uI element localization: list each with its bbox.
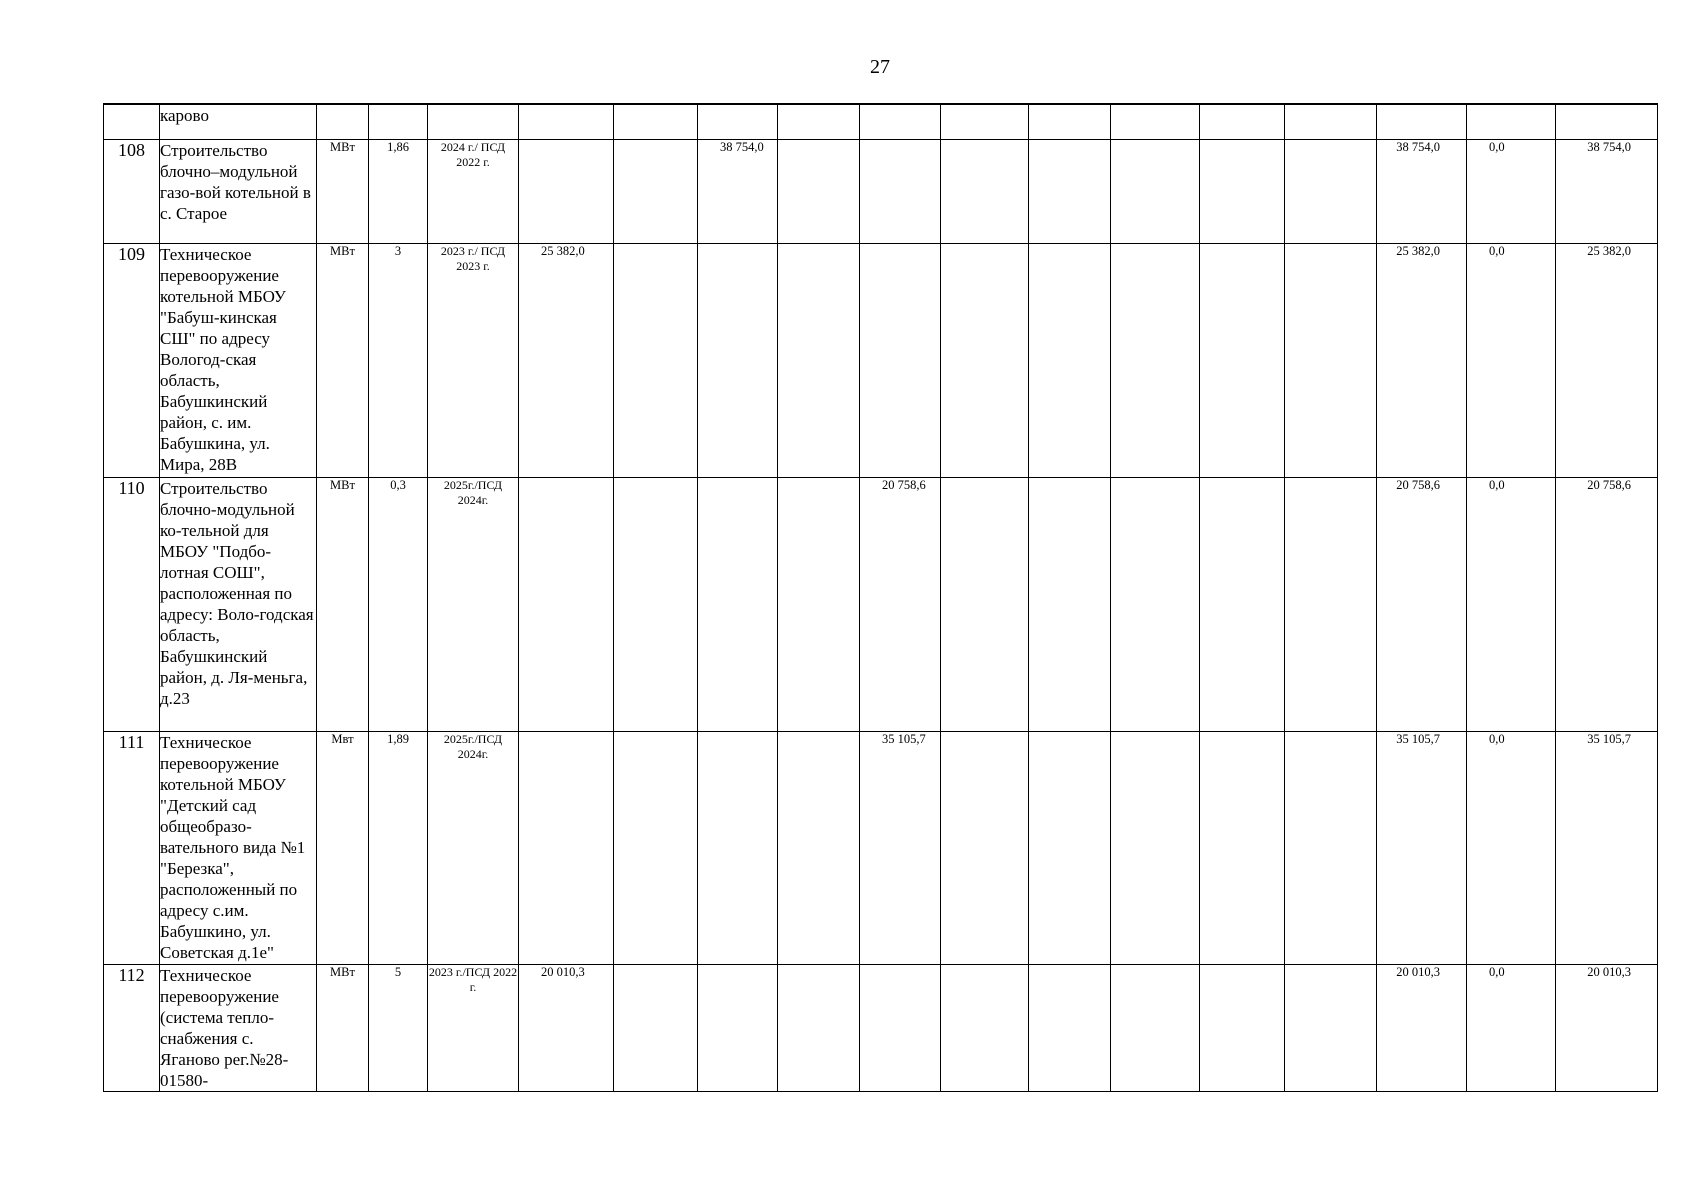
capacity: 3 xyxy=(369,243,428,477)
total-2: 25 382,0 xyxy=(1556,243,1658,477)
period: 2023 г./ ПСД 2023 г. xyxy=(428,243,519,477)
capacity: 1,89 xyxy=(369,731,428,964)
cost-col-9 xyxy=(860,964,941,1091)
cost-col-9 xyxy=(860,243,941,477)
total: 35 105,7 xyxy=(1377,731,1467,964)
capacity: 5 xyxy=(369,964,428,1091)
table-row xyxy=(104,964,1658,1091)
object-name: Техническое перевооружение котельной МБОУ "Бабуш-кинская СШ" по адресу Вологод-ская область, Бабушкинский район, с. им. Бабушкина, ул. Мира, 28В xyxy=(160,243,317,477)
cost-col-5: 25 382,0 xyxy=(519,243,614,477)
capacity: 0,3 xyxy=(369,477,428,731)
total-2: 38 754,0 xyxy=(1556,139,1658,243)
zero-value: 0,0 xyxy=(1467,964,1556,1091)
period: 2023 г./ПСД 2022 г. xyxy=(428,964,519,1091)
unit: МВт xyxy=(317,477,369,731)
cost-col-7 xyxy=(698,243,778,477)
cost-col-9: 20 758,6 xyxy=(860,477,941,731)
cost-col-5 xyxy=(519,477,614,731)
object-name: Техническое перевооружение (система тепло-снабжения с. Яганово рег.№28-01580- xyxy=(160,964,317,1091)
table-row xyxy=(104,731,1658,964)
cost-col-5: 20 010,3 xyxy=(519,964,614,1091)
investment-table xyxy=(103,103,1658,1092)
zero-value: 0,0 xyxy=(1467,243,1556,477)
table-row xyxy=(104,139,1658,243)
object-name: Строительство блочно–модульной газо-вой котельной в с. Старое xyxy=(160,139,317,243)
cost-col-7 xyxy=(698,964,778,1091)
period: 2025г./ПСД 2024г. xyxy=(428,477,519,731)
continuation-text: карово xyxy=(160,104,317,139)
row-number: 108 xyxy=(104,139,160,243)
object-name: Строительство блочно-модульной ко-тельной для МБОУ "Подбо-лотная СОШ", расположенная по адресу: Воло-годская область, Бабушкинский район, д. Ля-меньга, д.23 xyxy=(160,477,317,731)
continuation-row xyxy=(104,104,1658,139)
zero-value: 0,0 xyxy=(1467,477,1556,731)
period: 2024 г./ ПСД 2022 г. xyxy=(428,139,519,243)
period: 2025г./ПСД 2024г. xyxy=(428,731,519,964)
table-row xyxy=(104,243,1658,477)
zero-value: 0,0 xyxy=(1467,139,1556,243)
total: 25 382,0 xyxy=(1377,243,1467,477)
page-number: 27 xyxy=(870,56,890,78)
cost-col-5 xyxy=(519,139,614,243)
unit: Мвт xyxy=(317,731,369,964)
cost-col-7 xyxy=(698,731,778,964)
table-row xyxy=(104,477,1658,731)
total-2: 20 758,6 xyxy=(1556,477,1658,731)
cost-col-9: 35 105,7 xyxy=(860,731,941,964)
unit: МВт xyxy=(317,243,369,477)
total-2: 20 010,3 xyxy=(1556,964,1658,1091)
row-number: 110 xyxy=(104,477,160,731)
cost-col-5 xyxy=(519,731,614,964)
total: 20 010,3 xyxy=(1377,964,1467,1091)
total: 20 758,6 xyxy=(1377,477,1467,731)
unit: МВт xyxy=(317,964,369,1091)
unit: МВт xyxy=(317,139,369,243)
row-number: 111 xyxy=(104,731,160,964)
cost-col-7: 38 754,0 xyxy=(698,139,778,243)
row-number: 112 xyxy=(104,964,160,1091)
row-number: 109 xyxy=(104,243,160,477)
total-2: 35 105,7 xyxy=(1556,731,1658,964)
object-name: Техническое перевооружение котельной МБОУ "Детский сад общеобразо-вательного вида №1 "Березка", расположенный по адресу с.им. Бабушкино, ул. Советская д.1е" xyxy=(160,731,317,964)
total: 38 754,0 xyxy=(1377,139,1467,243)
zero-value: 0,0 xyxy=(1467,731,1556,964)
cost-col-9 xyxy=(860,139,941,243)
cost-col-7 xyxy=(698,477,778,731)
capacity: 1,86 xyxy=(369,139,428,243)
